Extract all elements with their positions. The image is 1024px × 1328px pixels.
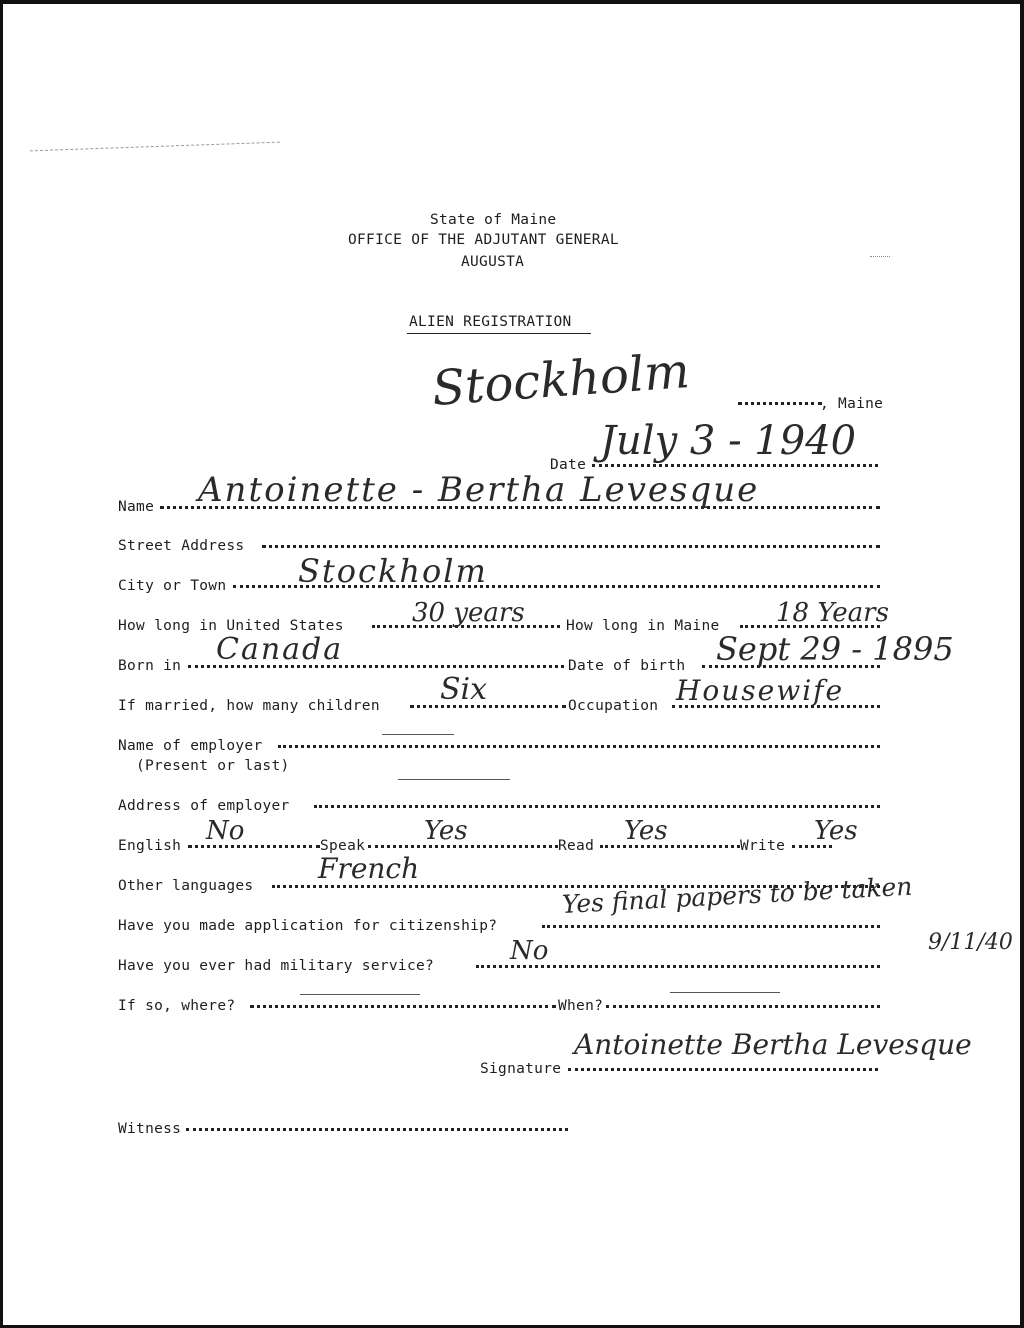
handwritten-signature: Antoinette Bertha Levesque bbox=[574, 1028, 972, 1061]
city-label: City or Town bbox=[118, 578, 227, 594]
header-office: OFFICE OF THE ADJUTANT GENERAL bbox=[348, 232, 619, 248]
signature-label: Signature bbox=[480, 1061, 562, 1077]
handwritten-citizenship-date: 9/11/40 bbox=[928, 930, 1013, 955]
citizenship-label: Have you made application for citizenship? bbox=[118, 918, 498, 934]
header-state: State of Maine bbox=[430, 212, 557, 228]
scan-border-left bbox=[0, 0, 3, 1328]
scan-artifact bbox=[30, 142, 280, 162]
handwritten-military: No bbox=[510, 936, 549, 966]
handwritten-town: Stockholm bbox=[430, 343, 692, 417]
handwritten-born-in: Canada bbox=[216, 632, 344, 667]
scan-border-right bbox=[1020, 0, 1024, 1328]
born-in-label: Born in bbox=[118, 658, 182, 674]
military-label: Have you ever had military service? bbox=[118, 958, 435, 974]
header-city: AUGUSTA bbox=[461, 254, 525, 270]
fill-dots bbox=[314, 803, 880, 808]
fill-dots bbox=[410, 703, 566, 708]
children-label: If married, how many children bbox=[118, 698, 380, 714]
fill-dots bbox=[600, 843, 740, 848]
handwritten-date: July 3 - 1940 bbox=[600, 418, 857, 464]
when-label: When? bbox=[558, 998, 604, 1014]
name-label: Name bbox=[118, 499, 155, 515]
handwritten-write: Yes bbox=[814, 816, 858, 846]
write-label: Write bbox=[740, 838, 786, 854]
handwritten-speak: Yes bbox=[424, 816, 468, 846]
occupation-label: Occupation bbox=[568, 698, 659, 714]
handwritten-children: Six bbox=[440, 672, 488, 707]
maine-label: , Maine bbox=[820, 396, 884, 412]
where-label: If so, where? bbox=[118, 998, 236, 1014]
handwritten-dash bbox=[398, 779, 510, 780]
fill-dots bbox=[250, 1003, 556, 1008]
fill-dots bbox=[568, 1066, 878, 1071]
handwritten-occupation: Housewife bbox=[676, 674, 845, 707]
handwritten-citizenship: Yes final papers to be taken bbox=[561, 871, 914, 919]
handwritten-dash bbox=[670, 992, 780, 993]
scan-artifact bbox=[870, 256, 890, 257]
how-long-us-label: How long in United States bbox=[118, 618, 344, 634]
fill-dots bbox=[606, 1003, 880, 1008]
fill-dots bbox=[262, 543, 880, 548]
handwritten-english: No bbox=[206, 816, 245, 846]
english-label: English bbox=[118, 838, 182, 854]
read-label: Read bbox=[558, 838, 595, 854]
handwritten-city: Stockholm bbox=[298, 552, 488, 590]
date-label: Date bbox=[550, 457, 587, 473]
form-title: ALIEN REGISTRATION bbox=[409, 314, 572, 330]
fill-dots bbox=[186, 1126, 568, 1131]
street-address-label: Street Address bbox=[118, 538, 245, 554]
handwritten-date-of-birth: Sept 29 - 1895 bbox=[716, 630, 954, 668]
form-title-underline bbox=[407, 333, 591, 334]
employer-name-label: Name of employer bbox=[118, 738, 263, 754]
handwritten-years-us: 30 years bbox=[412, 598, 525, 628]
handwritten-dash bbox=[382, 734, 454, 735]
handwritten-name: Antoinette - Bertha Levesque bbox=[198, 470, 760, 510]
handwritten-dash bbox=[300, 994, 420, 995]
scan-border-top bbox=[0, 0, 1024, 4]
present-or-last-label: (Present or last) bbox=[136, 758, 290, 774]
witness-label: Witness bbox=[118, 1121, 182, 1137]
handwritten-other-languages: French bbox=[318, 852, 420, 885]
how-long-maine-label: How long in Maine bbox=[566, 618, 720, 634]
handwritten-years-maine: 18 Years bbox=[776, 598, 889, 628]
date-of-birth-label: Date of birth bbox=[568, 658, 686, 674]
other-languages-label: Other languages bbox=[118, 878, 254, 894]
handwritten-read: Yes bbox=[624, 816, 668, 846]
speak-label: Speak bbox=[320, 838, 366, 854]
fill-dots bbox=[278, 743, 880, 748]
fill-dots bbox=[738, 400, 822, 405]
employer-address-label: Address of employer bbox=[118, 798, 290, 814]
fill-dots bbox=[542, 923, 880, 928]
